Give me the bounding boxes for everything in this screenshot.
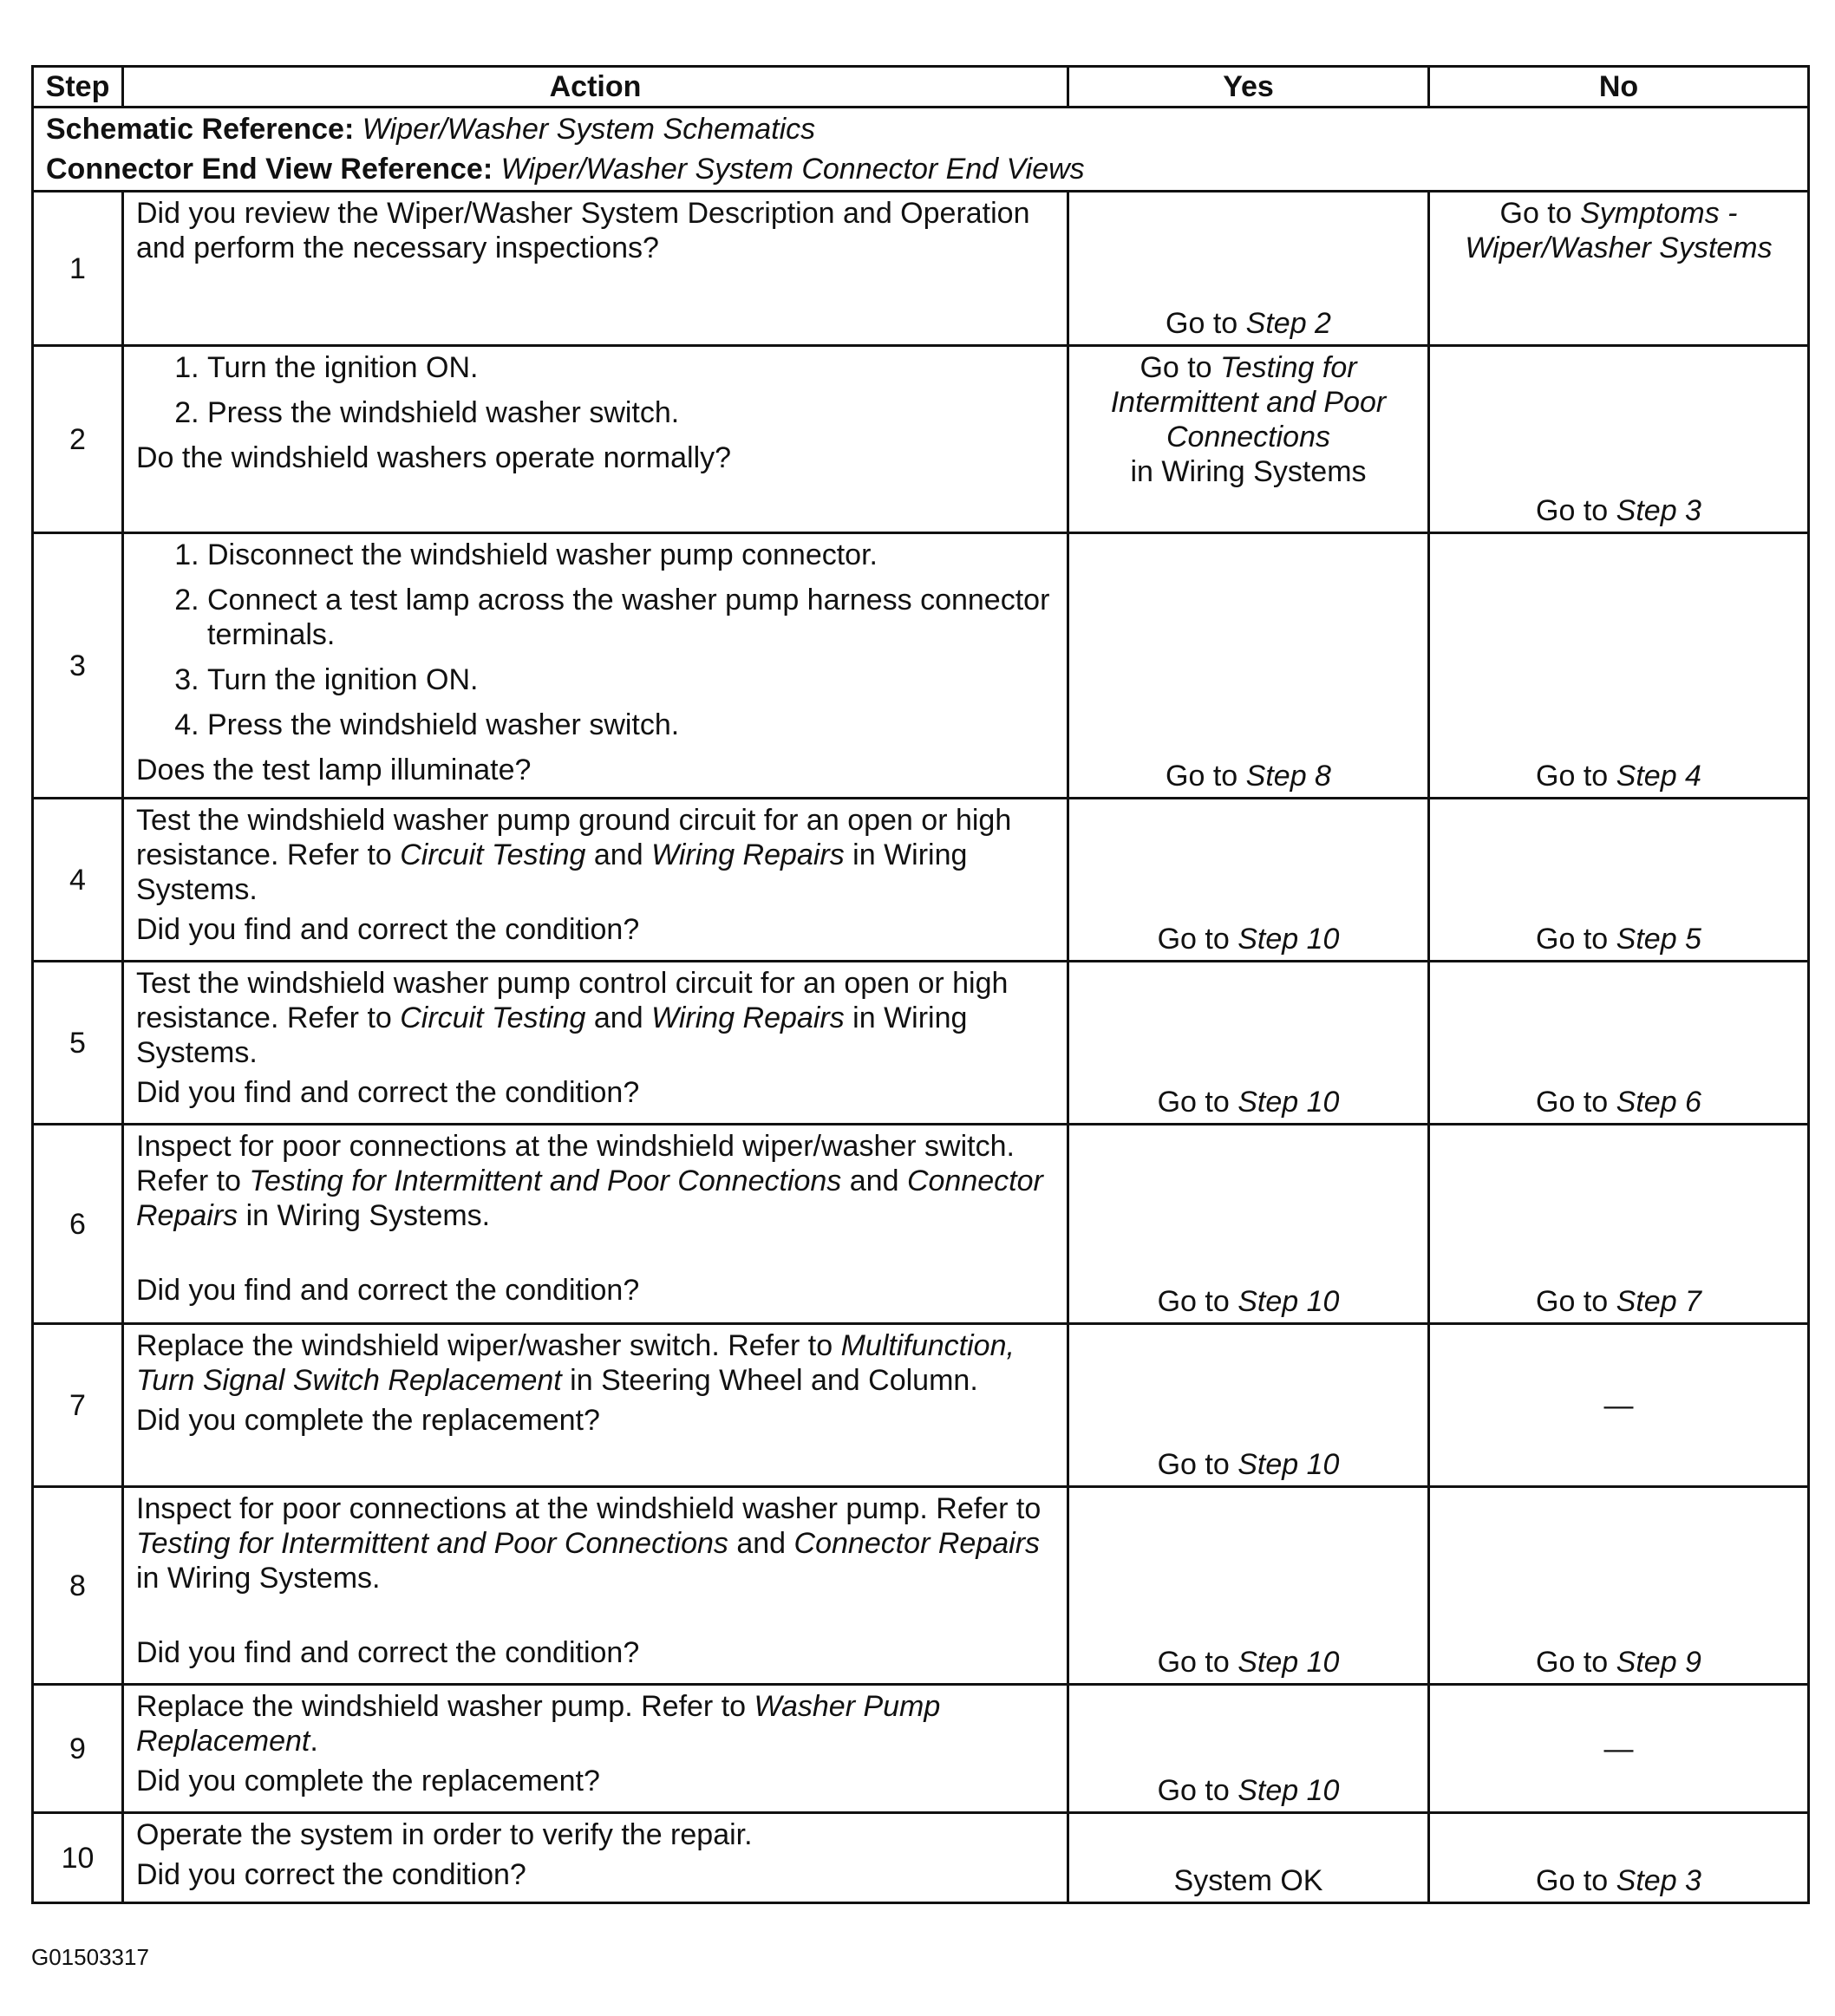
header-step: Step (33, 67, 123, 108)
no-link[interactable]: Step 3 (1616, 494, 1701, 527)
schematic-reference-link[interactable]: Wiper/Washer System Schematics (362, 113, 816, 146)
action-steps-list (136, 538, 1055, 742)
connector-reference-label: Connector End View Reference: (46, 153, 493, 186)
yes-cell (1068, 1125, 1429, 1324)
header-row (33, 67, 1809, 108)
no-dash: — (1603, 1388, 1634, 1422)
no-cell (1429, 192, 1809, 346)
schematic-reference-label: Schematic Reference: (46, 113, 355, 146)
yes-cell (1068, 799, 1429, 962)
figure-id: G01503317 (31, 1944, 149, 1970)
step-number: 10 (33, 1813, 123, 1903)
table-row (33, 1324, 1809, 1487)
no-prefix: Go to (1499, 197, 1572, 230)
action-question: Did you find and correct the condition? (136, 1636, 640, 1669)
action-text (136, 803, 1055, 907)
action-cell (123, 1324, 1068, 1487)
yes-prefix: Go to (1166, 760, 1238, 793)
yes-prefix: Go to (1157, 1448, 1230, 1481)
step-number: 4 (33, 799, 123, 962)
action-question: Did you correct the condition? (136, 1858, 526, 1891)
yes-link[interactable]: Step 2 (1245, 307, 1331, 340)
no-link[interactable]: Step 4 (1616, 760, 1701, 793)
action-cell (123, 962, 1068, 1125)
no-link[interactable]: Step 3 (1616, 1864, 1701, 1897)
no-prefix: Go to (1536, 1864, 1609, 1897)
no-prefix: Go to (1536, 1646, 1609, 1679)
action-text-part: and (593, 1001, 643, 1034)
action-text-part: in Steering Wheel and Column. (570, 1364, 978, 1397)
list-item: 3. Turn the ignition ON. (207, 662, 1055, 697)
yes-prefix: Go to (1157, 1086, 1230, 1119)
yes-link[interactable]: Step 10 (1237, 1285, 1340, 1318)
action-cell (123, 533, 1068, 799)
yes-suffix: in Wiring Systems (1130, 455, 1367, 488)
action-cell (123, 192, 1068, 346)
yes-cell (1068, 346, 1429, 533)
diagnostic-table (31, 65, 1810, 1904)
yes-prefix: Go to (1157, 1285, 1230, 1318)
list-item: 4. Press the windshield washer switch. (207, 708, 1055, 742)
no-cell (1429, 533, 1809, 799)
yes-cell (1068, 1324, 1429, 1487)
step-number: 1 (33, 192, 123, 346)
action-text-part: Replace the windshield washer pump. Refer to (136, 1690, 747, 1723)
no-dash: — (1603, 1732, 1634, 1765)
action-text-part: Replace the windshield wiper/washer switch. Refer to (136, 1329, 833, 1362)
action-cell (123, 1685, 1068, 1813)
action-text-part: Test the windshield washer pump control circuit for an open or high resistance. Refer to (136, 967, 1009, 1034)
yes-link[interactable]: Step 10 (1237, 1448, 1340, 1481)
header-action: Action (123, 67, 1068, 108)
action-steps-list (136, 350, 1055, 430)
yes-link[interactable]: Step 10 (1237, 1086, 1340, 1119)
action-link[interactable]: Connector Repairs (793, 1527, 1041, 1560)
yes-link[interactable]: Step 10 (1237, 1774, 1340, 1807)
no-link[interactable]: Symptoms - Wiper/Washer Systems (1465, 197, 1773, 264)
no-prefix: Go to (1536, 1285, 1609, 1318)
list-item: 2. Press the windshield washer switch. (207, 395, 1055, 430)
no-link[interactable]: Step 5 (1616, 923, 1701, 956)
no-cell (1429, 346, 1809, 533)
no-link[interactable]: Step 9 (1616, 1646, 1701, 1679)
connector-reference-row (33, 147, 1809, 192)
yes-result: System OK (1173, 1864, 1323, 1897)
table-row (33, 799, 1809, 962)
action-text (136, 1689, 1055, 1758)
action-text-part: in Wiring Systems. (245, 1199, 491, 1232)
no-prefix: Go to (1536, 760, 1609, 793)
header-yes: Yes (1068, 67, 1429, 108)
yes-cell (1068, 962, 1429, 1125)
diagnostic-table-container (31, 65, 1807, 1904)
action-link[interactable]: Multifunction, Turn Signal Switch Replacement (136, 1329, 1015, 1397)
yes-prefix: Go to (1157, 923, 1230, 956)
no-cell (1429, 799, 1809, 962)
step-number: 2 (33, 346, 123, 533)
no-cell (1429, 962, 1809, 1125)
yes-prefix: Go to (1140, 351, 1212, 384)
step-number: 8 (33, 1487, 123, 1685)
no-prefix: Go to (1536, 1086, 1609, 1119)
action-question: Did you find and correct the condition? (136, 1076, 640, 1109)
action-text-part: . (310, 1725, 318, 1758)
action-text-part: in Wiring Systems. (136, 1562, 381, 1595)
action-cell (123, 1125, 1068, 1324)
action-question: Does the test lamp illuminate? (136, 754, 532, 786)
step-number: 7 (33, 1324, 123, 1487)
action-link[interactable]: Connector Repairs (136, 1165, 1043, 1232)
action-question: Did you complete the replacement? (136, 1765, 600, 1797)
table-row (33, 1125, 1809, 1324)
no-prefix: Go to (1536, 494, 1609, 527)
action-text-part: Test the windshield washer pump ground circuit for an open or high resistance. Refer to (136, 804, 1012, 871)
no-cell (1429, 1685, 1809, 1813)
action-text-part: in Wiring Systems. (136, 838, 968, 906)
action-text-part: Inspect for poor connections at the windshield wiper/washer switch. Refer to (136, 1130, 1015, 1197)
action-text-part: Inspect for poor connections at the windshield washer pump. Refer to (136, 1492, 1042, 1525)
list-item: 1. Turn the ignition ON. (207, 350, 1055, 385)
action-cell (123, 346, 1068, 533)
table-row (33, 1813, 1809, 1903)
yes-link[interactable]: Step 8 (1245, 760, 1331, 793)
action-text (136, 966, 1055, 1070)
action-text-part: and (736, 1527, 787, 1560)
table-row (33, 192, 1809, 346)
action-text (136, 1328, 1055, 1398)
no-cell (1429, 1324, 1809, 1487)
table-row (33, 533, 1809, 799)
yes-cell (1068, 192, 1429, 346)
action-link[interactable]: Wiring Repairs (651, 1001, 845, 1034)
no-prefix: Go to (1536, 923, 1609, 956)
action-text-part: and (849, 1165, 899, 1197)
list-item: 1. Disconnect the windshield washer pump connector. (207, 538, 1055, 572)
schematic-reference-row (33, 108, 1809, 147)
action-question: Did you find and correct the condition? (136, 1274, 640, 1307)
action-text-part: in Wiring Systems. (136, 1001, 968, 1069)
no-cell (1429, 1813, 1809, 1903)
step-number: 6 (33, 1125, 123, 1324)
step-number: 9 (33, 1685, 123, 1813)
table-row (33, 346, 1809, 533)
action-link[interactable]: Washer Pump Replacement (136, 1690, 941, 1758)
header-no: No (1429, 67, 1809, 108)
yes-cell (1068, 1487, 1429, 1685)
action-link[interactable]: Testing for Intermittent and Poor Connections (249, 1165, 842, 1197)
action-cell (123, 1813, 1068, 1903)
connector-reference-link[interactable]: Wiper/Washer System Connector End Views (500, 153, 1085, 186)
no-cell (1429, 1487, 1809, 1685)
yes-link[interactable]: Step 10 (1237, 1646, 1340, 1679)
action-text: Operate the system in order to verify the repair. (136, 1818, 753, 1851)
action-link[interactable]: Circuit Testing (400, 838, 586, 871)
action-text (136, 1491, 1055, 1595)
no-link[interactable]: Step 6 (1616, 1086, 1701, 1119)
no-cell (1429, 1125, 1809, 1324)
no-link[interactable]: Step 7 (1616, 1285, 1701, 1318)
action-cell (123, 1487, 1068, 1685)
step-number: 3 (33, 533, 123, 799)
list-item: 2. Connect a test lamp across the washer pump harness connector terminals. (207, 583, 1055, 652)
table-row (33, 962, 1809, 1125)
table-row (33, 1487, 1809, 1685)
yes-link[interactable]: Testing for Intermittent and Poor Connections (1110, 351, 1387, 453)
action-question: Did you find and correct the condition? (136, 913, 640, 946)
action-question: Did you complete the replacement? (136, 1404, 600, 1437)
step-number: 5 (33, 962, 123, 1125)
action-text (136, 1129, 1055, 1233)
action-link[interactable]: Wiring Repairs (651, 838, 845, 871)
table-row (33, 1685, 1809, 1813)
yes-prefix: Go to (1157, 1646, 1230, 1679)
action-text-part: and (593, 838, 643, 871)
action-cell (123, 799, 1068, 962)
yes-prefix: Go to (1157, 1774, 1230, 1807)
action-text: Did you review the Wiper/Washer System Description and Operation and perform the necessary inspections? (136, 197, 1030, 264)
action-question: Do the windshield washers operate normally? (136, 441, 732, 474)
yes-cell (1068, 533, 1429, 799)
yes-prefix: Go to (1166, 307, 1238, 340)
yes-cell (1068, 1813, 1429, 1903)
action-link[interactable]: Circuit Testing (400, 1001, 586, 1034)
action-link[interactable]: Testing for Intermittent and Poor Connections (136, 1527, 728, 1560)
yes-cell (1068, 1685, 1429, 1813)
yes-link[interactable]: Step 10 (1237, 923, 1340, 956)
